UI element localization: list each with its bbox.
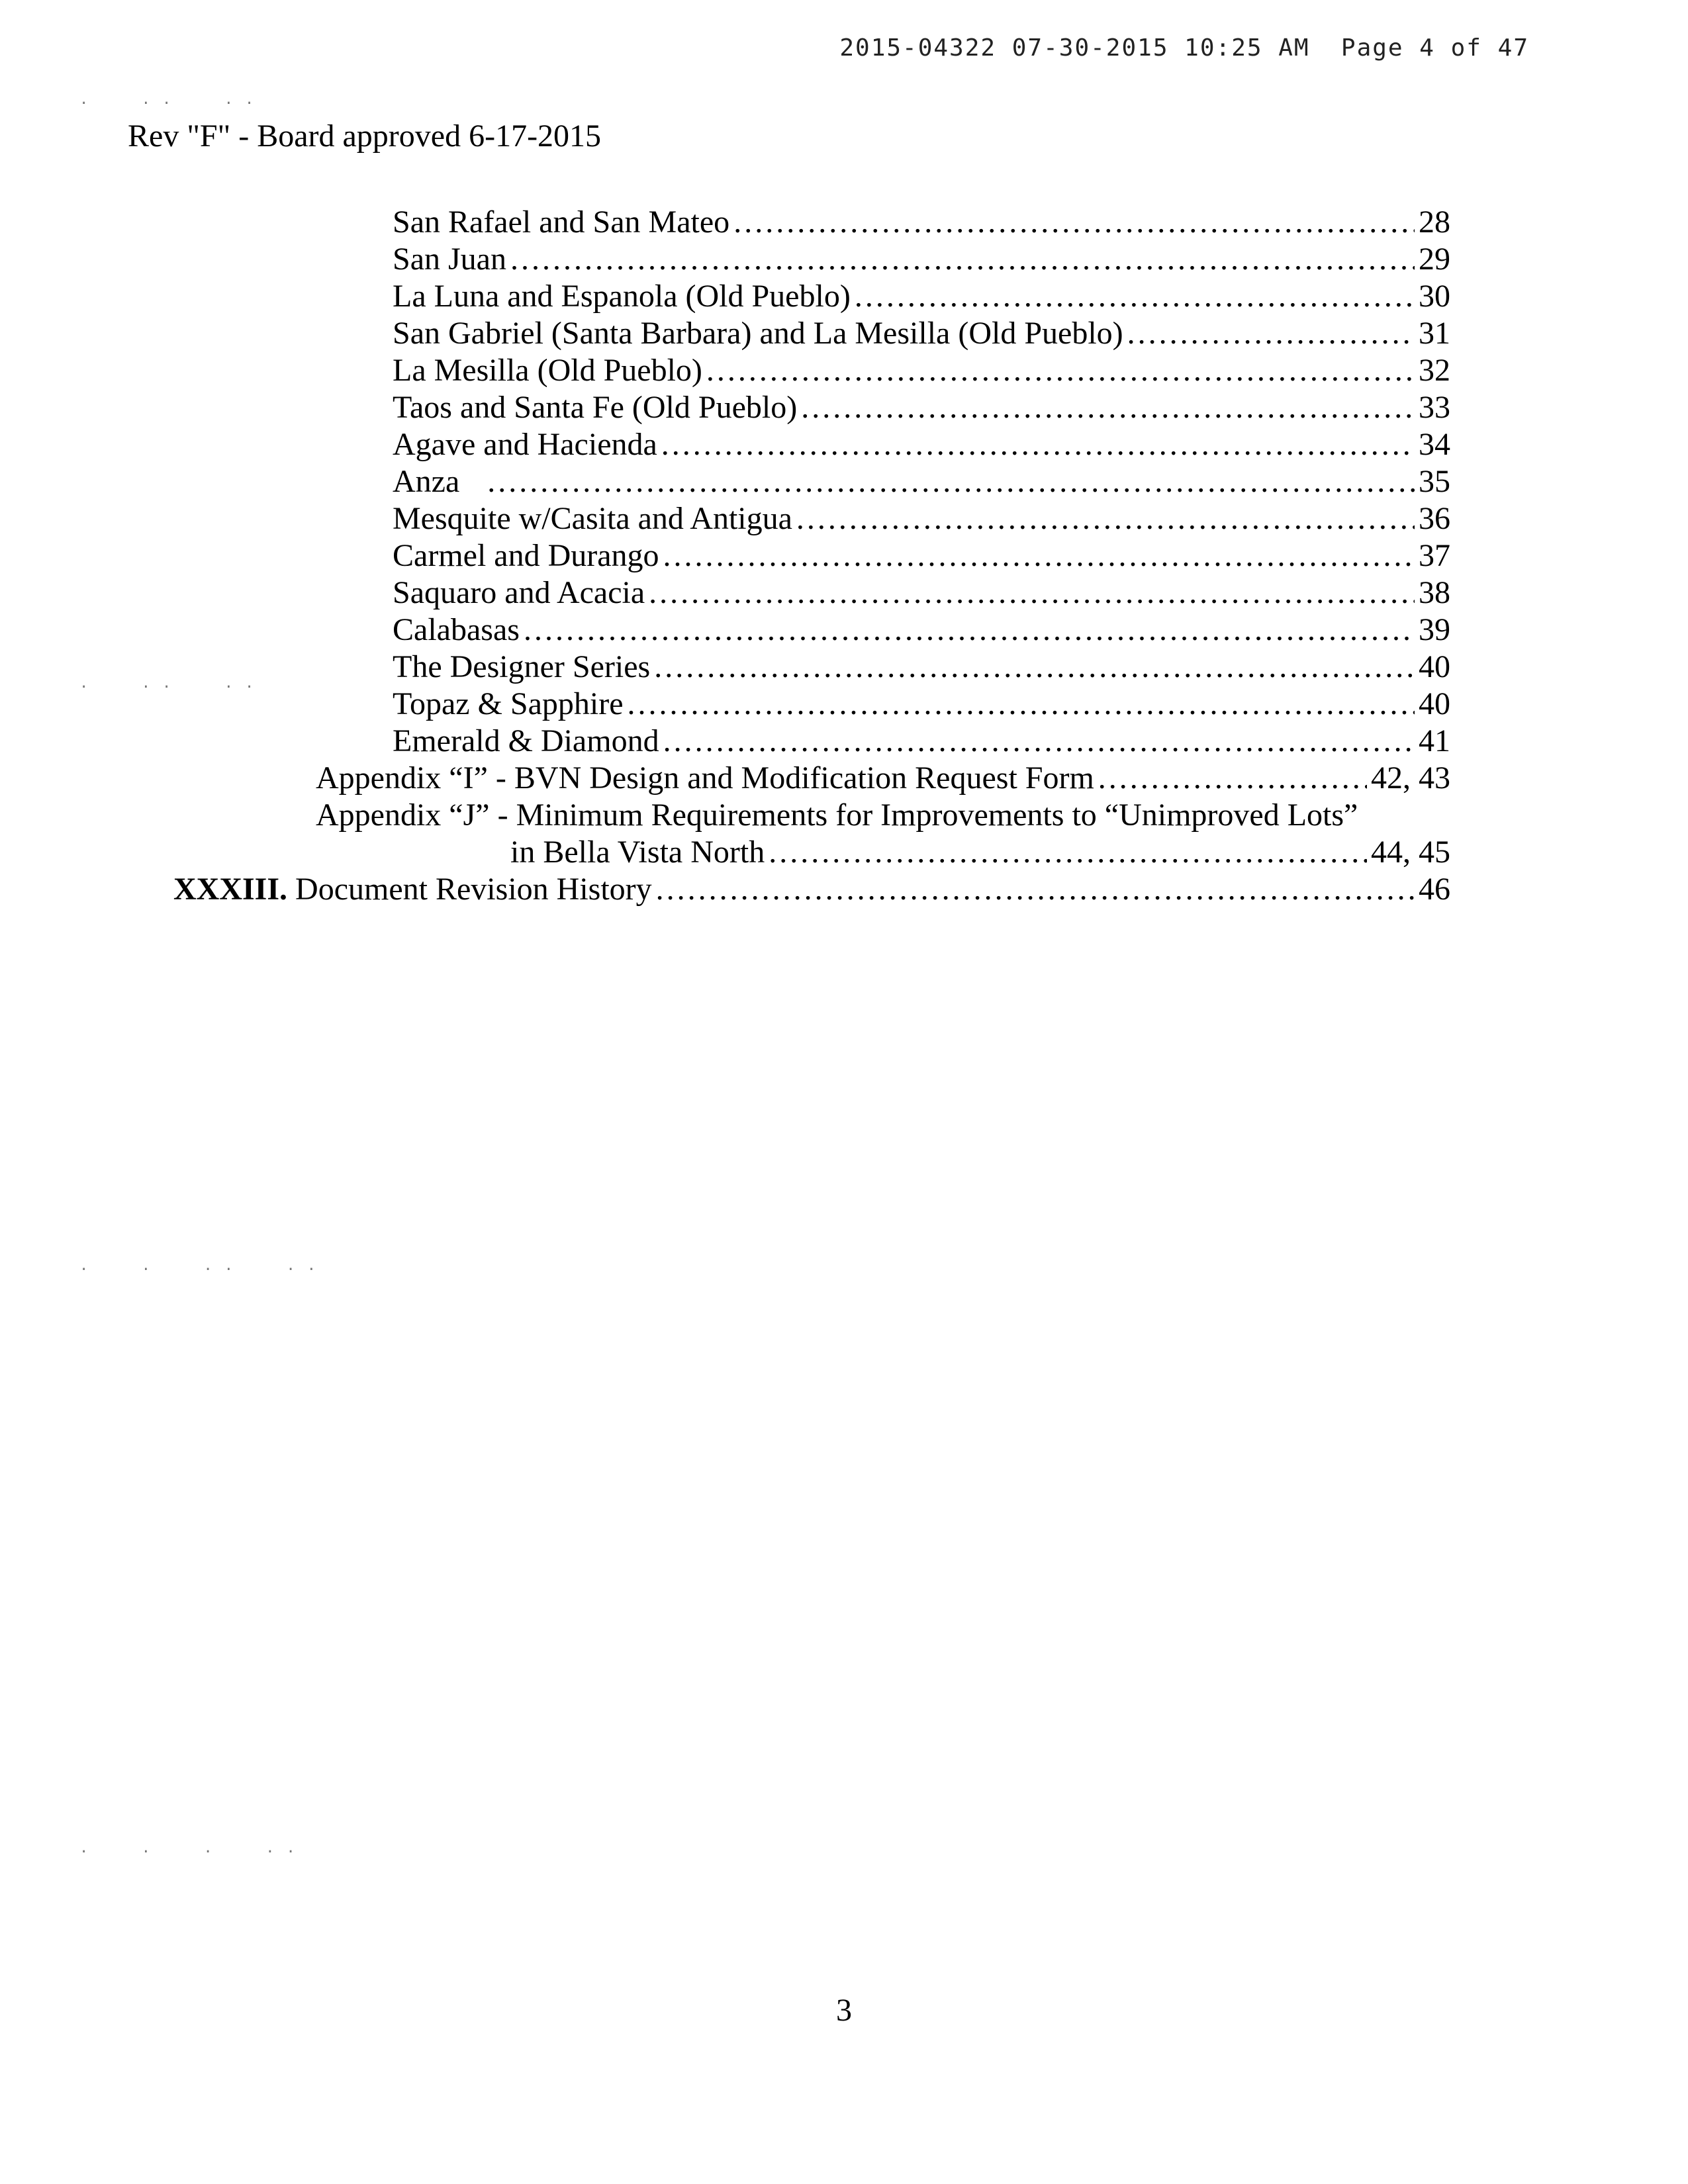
toc-entry — [393, 723, 1450, 760]
toc-entry-title: La Mesilla (Old Pueblo) — [393, 353, 702, 388]
toc-entry-title: Anza — [393, 464, 460, 499]
dot-leader — [487, 463, 1415, 500]
dot-leader — [656, 871, 1415, 908]
toc-appendix-i — [316, 760, 1450, 797]
toc-entry-page: 34 — [1419, 427, 1450, 462]
toc-entry — [393, 352, 1450, 389]
toc-entry-title: San Juan — [393, 242, 506, 277]
dot-leader — [706, 352, 1415, 389]
toc-entry — [393, 574, 1450, 612]
dot-leader — [663, 537, 1415, 574]
scan-artifact: . . . .. — [79, 1840, 307, 1856]
toc-entry-title: Agave and Hacienda — [393, 427, 657, 462]
appendix-j-title-line1: Appendix “J” - Minimum Requirements for Improvements to “Unimproved Lots” — [316, 797, 1358, 833]
dot-leader — [769, 834, 1367, 871]
toc-entry-title: San Gabriel (Santa Barbara) and La Mesilla (Old Pueblo) — [393, 316, 1123, 351]
toc-section-xxxiii — [173, 871, 1450, 908]
toc-appendix-j — [510, 834, 1450, 871]
toc-entry — [393, 686, 1450, 723]
dot-leader — [801, 389, 1415, 426]
dot-leader — [733, 204, 1415, 241]
toc-entry — [393, 612, 1450, 649]
toc-entry-title: San Rafael and San Mateo — [393, 205, 730, 240]
toc-entry-page: 39 — [1419, 612, 1450, 647]
dot-leader — [510, 241, 1415, 278]
toc-entry — [393, 241, 1450, 278]
page-number: 3 — [836, 1993, 852, 2028]
toc-entry-page: 37 — [1419, 538, 1450, 573]
toc-entry-page: 36 — [1419, 501, 1450, 536]
toc-entry — [393, 426, 1450, 463]
appendix-j-page: 44, 45 — [1371, 835, 1450, 870]
toc-entry — [393, 500, 1450, 537]
toc-entry — [393, 463, 1450, 500]
toc-entry-page: 28 — [1419, 205, 1450, 240]
section-title — [173, 871, 652, 908]
scan-artifact: . .. .. — [79, 675, 266, 692]
toc-entry — [393, 278, 1450, 315]
toc-entry-title: Mesquite w/Casita and Antigua — [393, 501, 792, 536]
toc-entry — [393, 649, 1450, 686]
dot-leader — [524, 612, 1415, 649]
toc-entry-page: 31 — [1419, 316, 1450, 351]
section-numeral: XXXIII. — [173, 872, 288, 907]
toc-entry-title: Taos and Santa Fe (Old Pueblo) — [393, 390, 798, 425]
toc-entry-page: 41 — [1419, 723, 1450, 758]
scan-artifact: . .. .. — [79, 91, 266, 108]
section-page: 46 — [1419, 872, 1450, 907]
toc-entry — [393, 315, 1450, 352]
dot-leader — [663, 723, 1415, 760]
dot-leader — [649, 574, 1415, 612]
revision-header: Rev "F" - Board approved 6-17-2015 — [128, 118, 602, 154]
appendix-i-page: 42, 43 — [1371, 760, 1450, 796]
dot-leader — [1127, 315, 1415, 352]
fax-header-stamp: 2015-04322 07-30-2015 10:25 AM Page 4 of 47 — [839, 34, 1529, 62]
toc-entry — [393, 389, 1450, 426]
toc-entry-title: Carmel and Durango — [393, 538, 659, 573]
toc-entry-title: Saquaro and Acacia — [393, 575, 645, 610]
appendix-i-title: Appendix “I” - BVN Design and Modification Request Form — [316, 760, 1094, 796]
section-title-text: Document Revision History — [295, 872, 652, 907]
toc-entry-page: 38 — [1419, 575, 1450, 610]
toc-entry-title: Calabasas — [393, 612, 520, 647]
dot-leader — [796, 500, 1415, 537]
toc-entry-page: 33 — [1419, 390, 1450, 425]
toc-entry-title: Emerald & Diamond — [393, 723, 659, 758]
appendix-j-title-line2: in Bella Vista North — [510, 835, 765, 870]
dot-leader — [661, 426, 1415, 463]
toc-entry — [393, 537, 1450, 574]
toc-entry-page: 40 — [1419, 649, 1450, 684]
toc-entry-page: 40 — [1419, 686, 1450, 721]
toc-entry-page: 32 — [1419, 353, 1450, 388]
scan-artifact: . . .. .. — [79, 1257, 328, 1274]
dot-leader — [628, 686, 1415, 723]
toc-entry-title: Topaz & Sapphire — [393, 686, 624, 721]
dot-leader — [1098, 760, 1367, 797]
dot-leader — [855, 278, 1415, 315]
toc-entry-page: 29 — [1419, 242, 1450, 277]
toc-entry-title: The Designer Series — [393, 649, 651, 684]
dot-leader — [654, 649, 1415, 686]
toc-entry-title: La Luna and Espanola (Old Pueblo) — [393, 279, 851, 314]
toc-entry — [393, 204, 1450, 241]
toc-entry-page: 35 — [1419, 464, 1450, 499]
toc-entry-page: 30 — [1419, 279, 1450, 314]
